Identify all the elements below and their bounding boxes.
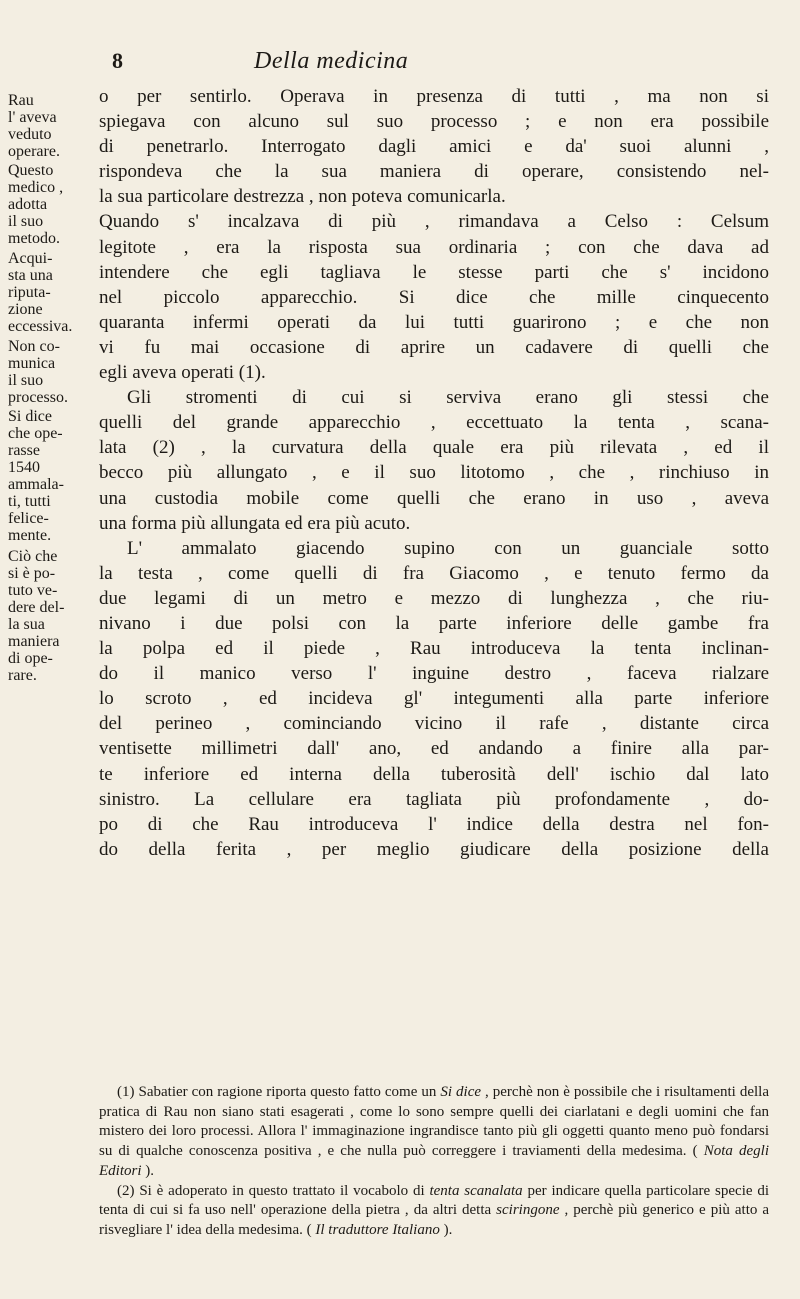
margin-note bbox=[8, 92, 90, 160]
text-line: una forma più allungata ed era più acuto. bbox=[99, 512, 411, 534]
footnote-marker: (2) bbox=[117, 1182, 135, 1199]
text-line: la sua particolare destrezza , non poteva comunicarla. bbox=[99, 186, 506, 208]
footnote-text: , perchè non è possibile che i risultamenti della pratica di Rau non siano stati esagerati , come lo sono sempre quelli dei ciarlatani e degli uomini che fan mistero dei loro processi. Allora l' immaginazione ingrandisce tanto più gli oggetti quanto meno può fondarsi su di qualche conoscenza positiva , e che nulla può correggere i traviamenti della medesima. ( bbox=[99, 1084, 770, 1160]
margin-line: medico , bbox=[8, 179, 64, 196]
margin-line: operare. bbox=[8, 143, 60, 160]
margin-line: rare. bbox=[8, 667, 37, 684]
text-line: una custodia mobile come quelli che erano in uso , aveva bbox=[99, 487, 769, 509]
footnote-italic: sciringone bbox=[496, 1202, 560, 1219]
footnote-text: ). bbox=[443, 1221, 453, 1238]
margin-note bbox=[8, 408, 90, 544]
text-line: due legami di un metro e mezzo di lunghezza , che riu- bbox=[99, 587, 769, 609]
margin-note bbox=[8, 250, 90, 335]
text-line: lo scroto , ed incideva gl' integumenti alla parte inferiore bbox=[99, 688, 769, 710]
footnote-italic: Si dice bbox=[440, 1084, 482, 1100]
margin-line: l' aveva bbox=[8, 109, 57, 126]
text-line: la polpa ed il piede , Rau introduceva la tenta inclinan- bbox=[99, 638, 769, 660]
text-line: la testa , come quelli di fra Giacomo , e tenuto fermo da bbox=[99, 562, 769, 584]
margin-line: munica bbox=[8, 355, 56, 372]
text-line: do il manico verso l' inguine destro , faceva rialzare bbox=[99, 663, 769, 685]
margin-line: che ope- bbox=[8, 425, 63, 442]
footnotes bbox=[99, 1083, 769, 1241]
footnote-text: Si è adoperato in questo trattato il vocabolo di bbox=[139, 1182, 425, 1199]
footnote-2 bbox=[99, 1182, 769, 1241]
text-line: po di che Rau introduceva l' indice della destra nel fon- bbox=[99, 813, 769, 835]
margin-line: 1540 bbox=[8, 459, 40, 476]
margin-line: sta una bbox=[8, 267, 53, 284]
page-number: 8 bbox=[112, 48, 123, 73]
text-line: quelli del grande apparecchio , eccettuato la tenta , scana- bbox=[99, 412, 769, 434]
page-header bbox=[0, 48, 800, 78]
margin-line: adotta bbox=[8, 196, 48, 213]
text-line: Gli stromenti di cui si serviva erano gli stessi che bbox=[127, 387, 769, 409]
margin-line: ti, tutti bbox=[8, 493, 51, 510]
margin-line: si è po- bbox=[8, 565, 56, 582]
text-line: o per sentirlo. Operava in presenza di tutti , ma non si bbox=[99, 86, 769, 107]
text-line: Quando s' incalzava di più , rimandava a Celso : Celsum bbox=[99, 211, 769, 233]
margin-line: Ciò che bbox=[8, 548, 58, 565]
running-head: Della medicina bbox=[254, 48, 409, 74]
margin-line: Rau bbox=[8, 92, 34, 109]
margin-line: il suo bbox=[8, 213, 44, 230]
text-line: te inferiore ed interna della tuberosità dell' ischio dal lato bbox=[99, 763, 769, 785]
footnote-text: ). bbox=[145, 1162, 155, 1179]
margin-line: di ope- bbox=[8, 650, 53, 667]
margin-line: riputa- bbox=[8, 284, 51, 301]
margin-line: la sua bbox=[8, 616, 45, 633]
footnote-text: , perchè più generico e più atto a risvegliare l' idea della medesima. ( bbox=[99, 1202, 770, 1238]
margin-line: zione bbox=[8, 301, 43, 318]
text-line: intendere che egli tagliava le stesse parti che s' incidono bbox=[99, 261, 769, 283]
footnote-italic: tenta scanalata bbox=[429, 1182, 523, 1199]
margin-line: eccessiva. bbox=[8, 318, 73, 335]
text-line: di penetrarlo. Interrogato dagli amici e da' suoi alunni , bbox=[99, 136, 769, 158]
text-line: lata (2) , la curvatura della quale era più rilevata , ed il bbox=[99, 437, 769, 459]
footnote-text: Sabatier con ragione riporta questo fatto come un bbox=[138, 1084, 437, 1100]
footnote-italic: Nota degli Editori bbox=[99, 1143, 769, 1179]
footnote-italic: Il traduttore Italiano bbox=[315, 1221, 440, 1238]
text-line: spiegava con alcuno sul suo processo ; e non era possibile bbox=[99, 111, 769, 133]
margin-line: veduto bbox=[8, 126, 52, 143]
text-line: vi fu mai occasione di aprire un cadavere di quelli che bbox=[99, 336, 769, 358]
text-line: legitote , era la risposta sua ordinaria ; con che dava ad bbox=[99, 236, 769, 258]
margin-line: Acqui- bbox=[8, 250, 53, 267]
footnote-marker: (1) bbox=[117, 1084, 135, 1100]
text-line: L' ammalato giacendo supino con un guanciale sotto bbox=[127, 537, 769, 559]
margin-line: Non co- bbox=[8, 338, 60, 355]
text-line: do della ferita , per meglio giudicare della posizione della bbox=[99, 838, 769, 860]
margin-line: Questo bbox=[8, 162, 54, 179]
margin-line: tuto ve- bbox=[8, 582, 58, 599]
margin-line: felice- bbox=[8, 510, 49, 527]
margin-line: mente. bbox=[8, 527, 52, 544]
text-line: rispondeva che la sua maniera di operare, consistendo nel- bbox=[99, 161, 769, 183]
margin-note bbox=[8, 548, 90, 684]
text-line: nel piccolo apparecchio. Si dice che mille cinquecento bbox=[99, 286, 769, 308]
text-line: nivano i due polsi con la parte inferiore delle gambe fra bbox=[99, 612, 769, 634]
text-line: ventisette millimetri dall' ano, ed andando a finire alla par- bbox=[99, 738, 769, 760]
text-line: del perineo , cominciando vicino il rafe , distante circa bbox=[99, 713, 769, 735]
text-line: quaranta infermi operati da lui tutti guarirono ; e che non bbox=[99, 311, 769, 333]
margin-line: Si dice bbox=[8, 408, 52, 425]
main-text bbox=[99, 84, 769, 862]
margin-line: processo. bbox=[8, 389, 68, 406]
margin-line: metodo. bbox=[8, 230, 60, 247]
text-line: becco più allungato , e il suo litotomo , che , rinchiuso in bbox=[99, 462, 769, 484]
footnote-1 bbox=[99, 1083, 769, 1182]
footnote-text: per indicare quella particolare specie di tenta di cui si fa uso nell' operazione della pietra , da altri detta bbox=[99, 1182, 770, 1219]
margin-line: dere del- bbox=[8, 599, 65, 616]
margin-line: rasse bbox=[8, 442, 40, 459]
text-line: egli aveva operati (1). bbox=[99, 362, 266, 384]
margin-note bbox=[8, 162, 90, 247]
margin-note bbox=[8, 338, 90, 406]
margin-line: maniera bbox=[8, 633, 60, 650]
margin-line: ammala- bbox=[8, 476, 64, 493]
margin-line: il suo bbox=[8, 372, 44, 389]
text-line: sinistro. La cellulare era tagliata più profondamente , do- bbox=[99, 788, 769, 810]
